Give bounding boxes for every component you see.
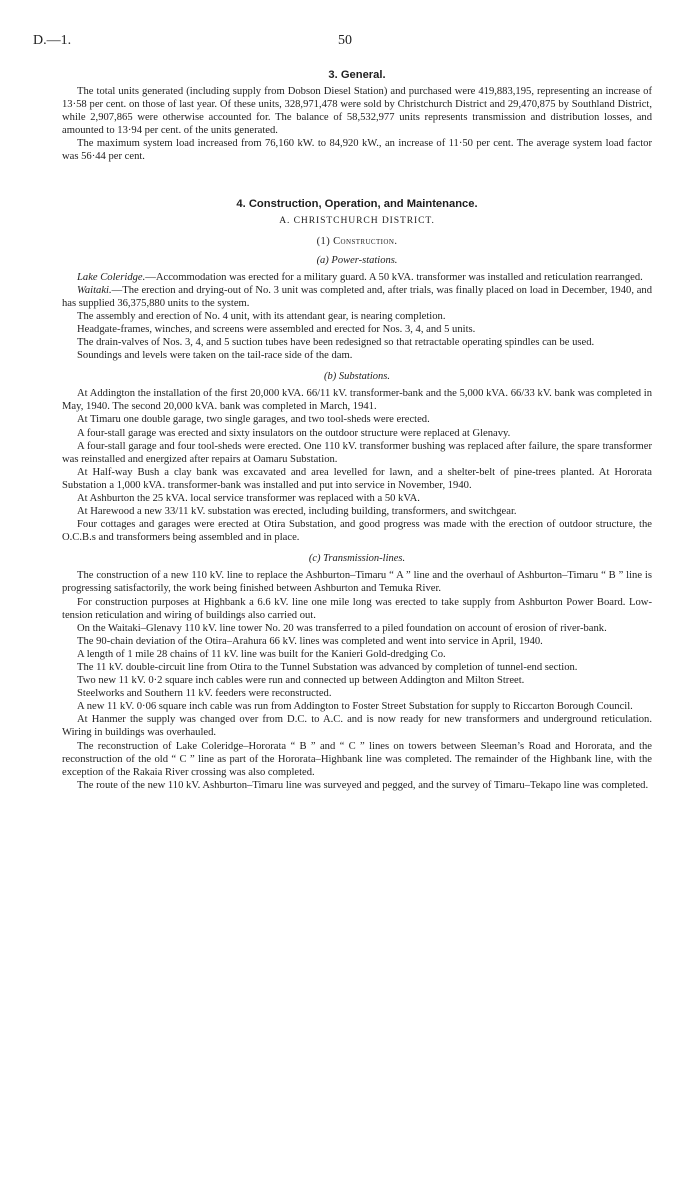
paragraph: A new 11 kV. 0·06 square inch cable was run from Addington to Foster Street Substation for supply to Riccarton Borough Council. (77, 701, 633, 713)
lead-lake-coleridge: Lake Coleridge. (77, 271, 146, 283)
paragraph: The drain-valves of Nos. 3, 4, and 5 suction tubes have been redesigned so that retractable operating spindles can be used. (77, 337, 595, 349)
paragraph-lake-coleridge (62, 271, 652, 284)
paragraph: The reconstruction of Lake Coleridge–Hororata “ B ” and “ C ” lines on towers between Sleeman’s Road and Hororata, and the reconstruction of the old “ C ” line as part of the Hororata–Highbank line was completed. The remainder of the Highbank line, with the exception of the Rakaia River crossing was also completed. (62, 740, 652, 778)
paragraph: The 11 kV. double-circuit line from Otira to the Tunnel Substation was advanced by completion of tunnel-end section. (77, 662, 578, 673)
text-lake-coleridge: —Accommodation was erected for a military guard. A 50 kVA. transformer was installed and reticulation rearranged. (145, 271, 643, 283)
paragraph: Steelworks and Southern 11 kV. feeders were reconstructed. (77, 688, 332, 700)
paragraph: The total units generated (including supply from Dobson Diesel Station) and purchased were 419,883,195, representing an increase of 13·58 per cent. on those of last year. Of these units, 328,971,478 were sold by Christchurch District and 29,470,875 by Southland District, while 2,907,865 were otherwise accounted for. The balance of 58,532,977 units represents transmission and distribution losses, and amounted to 13·94 per cent. of the units generated. (62, 86, 652, 137)
paragraph: On the Waitaki–Glenavy 110 kV. line tower No. 20 was transferred to a piled foundation on account of erosion of river-bank. (77, 622, 607, 634)
paragraph: The construction of a new 110 kV. line to replace the Ashburton–Timaru “ A ” line and the overhaul of Ashburton–Timaru “ B ” line is progressing satisfactorily, the work being finished between Ashburton and Temuka River. (62, 570, 652, 595)
paragraph: At Timaru one double garage, two single garages, and two tool-sheds were erected. (77, 414, 430, 426)
paragraph: The route of the new 110 kV. Ashburton–Timaru line was surveyed and pegged, and the survey of Timaru–Tekapo line was completed. (77, 779, 649, 791)
subheading-power-stations: (a) Power-stations. (316, 254, 398, 266)
subheading-substations: (b) Substations. (324, 371, 390, 383)
paragraph: Soundings and levels were taken on the tail-race side of the dam. (77, 350, 353, 362)
paragraph: At Harewood a new 33/11 kV. substation was erected, including building, transformers, and switchgear. (77, 506, 517, 518)
text-waitaki: —The erection and drying-out of No. 3 unit was completed and, after trials, was finally placed on load in December, 1940, and has supplied 36,375,880 units to the system. (62, 284, 652, 309)
paragraph-waitaki (62, 284, 652, 310)
paragraph: A four-stall garage was erected and sixty insulators on the outdoor structure were replaced at Glenavy. (77, 427, 511, 439)
page-number: 50 (338, 33, 352, 48)
paragraph: For construction purposes at Highbank a 6.6 kV. line one mile long was erected to take supply from Ashburton Power Board. Low-tension reticulation and wiring of buildings also carried out. (62, 596, 652, 621)
paragraph: At Addington the installation of the first 20,000 kVA. 66/11 kV. transformer-bank and the 5,000 kVA. 66/33 kV. bank was completed in May, 1940. The second 20,000 kVA. bank was completed in March, 1941. (62, 388, 652, 413)
paragraph: The assembly and erection of No. 4 unit, with its attendant gear, is nearing completion. (77, 310, 446, 322)
paragraph: A four-stall garage and four tool-sheds were erected. One 110 kV. transformer bushing was replaced after failure, the spare transformer was reinstalled and energized after repairs at Oamaru Substation. (62, 440, 652, 465)
paragraph: At Half-way Bush a clay bank was excavated and area levelled for lawn, and a shelter-belt of pine-trees planted. At Hororata Substation a 1,000 kVA. transformer-bank was installed and put into service in November, 1940. (62, 466, 652, 491)
page-content (62, 68, 652, 792)
paragraph: At Ashburton the 25 kVA. local service transformer was replaced with a 50 kVA. (77, 492, 420, 504)
subheading-transmission-lines: (c) Transmission-lines. (308, 553, 406, 565)
paragraph: The 90-chain deviation of the Otira–Arahura 66 kV. lines was completed and went into service in April, 1940. (77, 635, 543, 647)
paragraph: At Hanmer the supply was changed over from D.C. to A.C. and is now ready for new transformers and underground reticulation. Wiring in buildings was overhauled. (62, 714, 652, 739)
section-heading-general: 3. General. (328, 69, 386, 81)
part-heading: (1) Construction. (316, 235, 398, 247)
district-heading: A. CHRISTCHURCH DISTRICT. (279, 214, 435, 226)
paragraph: Four cottages and garages were erected at Otira Substation, and good progress was made with the erection of outdoor structure, the O.C.B.s and transformers being assembled and in place. (62, 519, 652, 544)
section-heading-construction: 4. Construction, Operation, and Maintenance. (236, 197, 478, 210)
paragraph: A length of 1 mile 28 chains of 11 kV. line was built for the Kanieri Gold-dredging Co. (77, 648, 446, 660)
report-reference: D.—1. (33, 33, 72, 48)
paragraph: Headgate-frames, winches, and screens were assembled and erected for Nos. 3, 4, and 5 units. (77, 323, 476, 335)
paragraph: Two new 11 kV. 0·2 square inch cables were run and connected up between Addington and Milton Street. (77, 675, 525, 687)
lead-waitaki: Waitaki. (77, 284, 112, 296)
paragraph: The maximum system load increased from 76,160 kW. to 84,920 kW., an increase of 11·50 per cent. The average system load factor was 56·44 per cent. (62, 138, 652, 163)
